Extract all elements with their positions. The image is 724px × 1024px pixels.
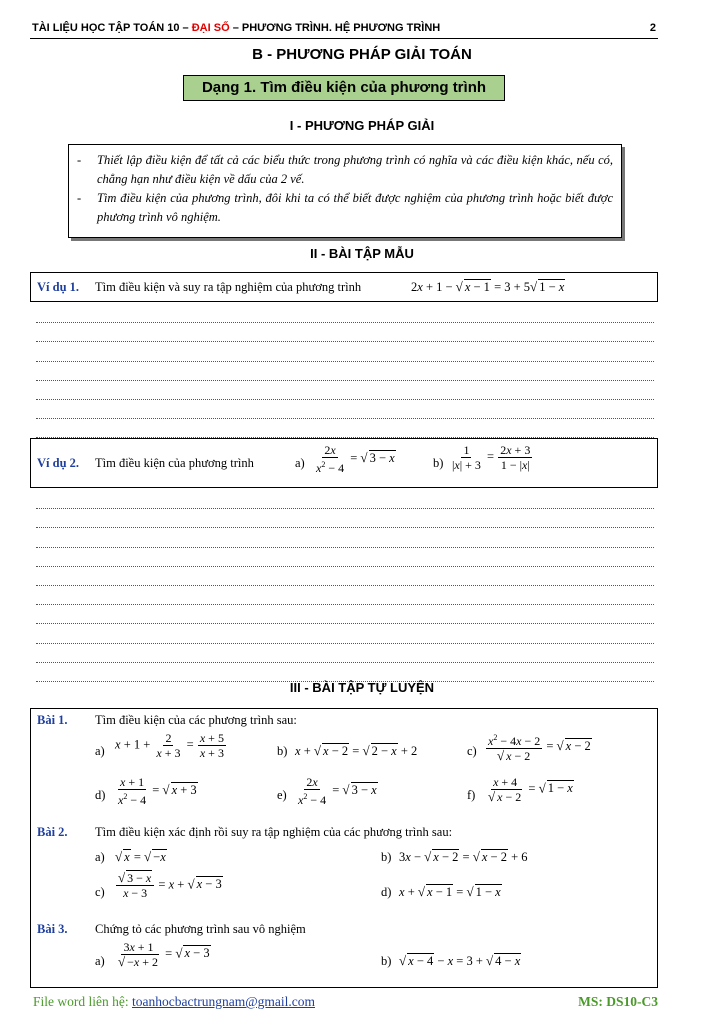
bai-1-label: Bài 1. — [37, 713, 68, 727]
sample-heading: II - BÀI TẬP MẪU — [310, 246, 414, 261]
example-2-equation-a: $\frac{2x}{x^2 - 4}$ = √ 3 − x — [316, 443, 395, 475]
method-heading: I - PHƯƠNG PHÁP GIẢI — [289, 118, 435, 133]
example-1-label: Ví dụ 1. — [37, 280, 80, 294]
page-footer — [33, 994, 658, 1010]
bai-3-b-equation: √ x − 4 − x = 3 + √ 4 − x — [399, 953, 521, 968]
example-1-text: Tìm điều kiện và suy ra tập nghiệm của phương trình — [95, 280, 362, 294]
bai-2-c-label: c) — [95, 885, 105, 899]
bai-1-f-label: f) — [467, 788, 476, 802]
bai-1-b-label: b) — [277, 744, 288, 758]
method-item: - Tìm điều kiện của phương trình, đôi khi ta có thể biết được nghiệm của phương trình hoặc biết được phương trình vô nghiệm. — [77, 191, 613, 224]
example-2-text: Tìm điều kiện của phương trình — [95, 456, 254, 470]
practice-box — [30, 708, 658, 988]
answer-lines-1 — [36, 304, 654, 438]
bai-3-b-label: b) — [381, 954, 392, 968]
footer-contact-label: File word liên hệ: — [33, 994, 132, 1009]
bai-2-d-label: d) — [381, 885, 392, 899]
bai-1-e-label: e) — [277, 788, 287, 802]
bai-2-label: Bài 2. — [37, 825, 68, 839]
bai-1-f-equation: $\frac{x + 4}{√ x - 2}$ = √ 1 − x — [488, 775, 573, 804]
section-title: B - PHƯƠNG PHÁP GIẢI TOÁN — [252, 46, 472, 63]
bai-3-text: Chứng tỏ các phương trình sau vô nghiệm — [95, 922, 306, 936]
answer-lines-2 — [36, 490, 654, 682]
bai-2-a-equation: √ x = √ −x — [115, 849, 166, 864]
bai-1-d-equation: $\frac{x + 1}{x^2 - 4}$ = √ x + 3 — [118, 775, 197, 807]
bai-2-a-label: a) — [95, 850, 105, 864]
example-2-box — [30, 438, 658, 488]
bai-3-a-equation: $\frac{3x + 1}{√ -x + 2}$ = √ x − 3 — [118, 940, 210, 969]
example-2-label: Ví dụ 2. — [37, 456, 80, 470]
bai-1-c-label: c) — [467, 744, 477, 758]
example-1-box — [30, 272, 658, 302]
bai-1-text: Tìm điều kiện của các phương trình sau: — [95, 713, 297, 727]
method-item: - Thiết lập điều kiện để tất cả các biểu thức trong phương trình có nghĩa và các điều kiện khác, nếu có, chẳng hạn như điều kiện về dấu của 2 vế. — [77, 153, 613, 186]
method-box — [68, 144, 622, 238]
bai-2-text: Tìm điều kiện xác định rồi suy ra tập nghiệm của các phương trình sau: — [95, 825, 453, 839]
footer-code: MS: DS10-C3 — [578, 994, 658, 1009]
bai-1-a-equation: x + 1 + $\frac{2}{x + 3}$ = $\frac{x + 5}{x + 3}$ — [115, 731, 224, 760]
bai-1-d-label: d) — [95, 788, 106, 802]
bai-2-d-equation: x + √ x − 1 = √ 1 − x — [399, 884, 501, 899]
page-header — [30, 20, 658, 39]
bai-3-label: Bài 3. — [37, 922, 68, 936]
example-1-equation: 2x + 1 − √ x − 1 = 3 + 5√ 1 − x — [411, 279, 565, 294]
example-2-part-a-label: a) — [295, 456, 305, 470]
bai-1-c-equation: $\frac{x^2 - 4x - 2}{√ x - 2}$ = √ x − 2 — [488, 733, 591, 763]
page-number: 2 — [649, 22, 656, 34]
bai-2-c-equation: $\frac{√ 3 - x}{x - 3}$ = x + √ x − 3 — [118, 870, 222, 900]
header-title: TÀI LIỆU HỌC TẬP TOÁN 10 – ĐẠI SỐ – PHƯƠNG TRÌNH. HỆ PHƯƠNG TRÌNH — [32, 22, 441, 34]
bai-1-b-equation: x + √ x − 2 = √ 2 − x + 2 — [295, 743, 418, 758]
footer-email-link[interactable]: toanhocbactrungnam@gmail.com — [131, 994, 315, 1009]
bai-1-a-label: a) — [95, 744, 105, 758]
bai-2-b-label: b) — [381, 850, 392, 864]
form-title: Dạng 1. Tìm điều kiện của phương trình — [183, 75, 505, 101]
example-2-equation-b: $\frac{1}{|x| + 3}$ = $\frac{2x + 3}{1 - |x|}$ — [452, 443, 531, 472]
header-subject: ĐẠI SỐ — [191, 22, 230, 34]
example-2-part-b-label: b) — [433, 456, 444, 470]
bai-3-a-label: a) — [95, 954, 105, 968]
practice-heading: III - BÀI TẬP TỰ LUYỆN — [289, 680, 435, 695]
bai-1-e-equation: $\frac{2x}{x^2 - 4}$ = √ 3 − x — [298, 775, 377, 807]
bai-2-b-equation: 3x − √ x − 2 = √ x − 2 + 6 — [399, 849, 528, 864]
